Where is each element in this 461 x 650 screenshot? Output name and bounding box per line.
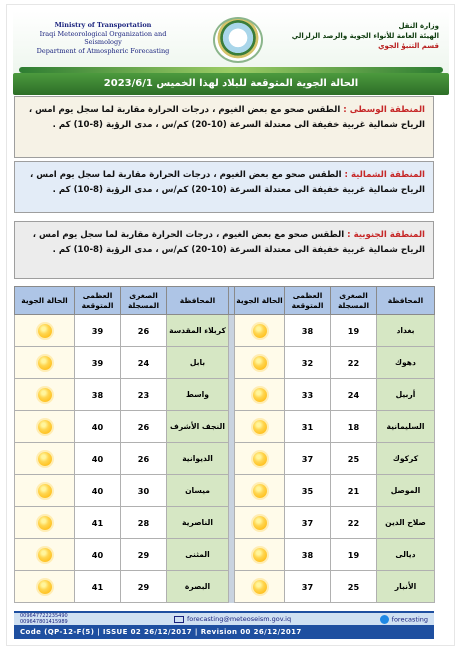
region-name: المنطقة الجنوبية :	[347, 230, 425, 240]
province-name: صلاح الدين	[377, 507, 435, 539]
min-temp: 26	[121, 443, 167, 475]
table-row	[15, 571, 435, 603]
region-central	[14, 96, 434, 158]
min-temp: 18	[331, 411, 377, 443]
table-separator	[229, 315, 235, 347]
header-min: الصغرى المسجلة	[331, 287, 377, 315]
province-name: كركوك	[377, 443, 435, 475]
province-name: الأنبار	[377, 571, 435, 603]
table-separator	[229, 571, 235, 603]
footer-contacts	[14, 611, 434, 625]
province-name: الناصرية	[167, 507, 229, 539]
condition-cell	[15, 379, 75, 411]
condition-cell	[235, 411, 285, 443]
condition-cell	[15, 571, 75, 603]
min-temp: 19	[331, 539, 377, 571]
max-temp: 40	[75, 411, 121, 443]
table-row	[15, 315, 435, 347]
condition-cell	[235, 475, 285, 507]
max-temp: 38	[285, 539, 331, 571]
footer-code-line: Code (QP-12-F(5) | ISSUE 02 26/12/2017 | Revision 00 26/12/2017	[14, 625, 434, 639]
sun-icon	[253, 420, 267, 434]
max-temp: 37	[285, 507, 331, 539]
max-temp: 32	[285, 347, 331, 379]
sun-icon	[38, 484, 52, 498]
table-separator	[229, 411, 235, 443]
sun-icon	[253, 516, 267, 530]
table-separator	[229, 347, 235, 379]
sun-icon	[253, 452, 267, 466]
sun-icon	[253, 484, 267, 498]
skype-icon	[380, 615, 389, 624]
min-temp: 24	[121, 347, 167, 379]
sun-icon	[38, 388, 52, 402]
condition-cell	[15, 347, 75, 379]
table-row	[15, 347, 435, 379]
province-name: النجف الأشرف	[167, 411, 229, 443]
condition-cell	[15, 315, 75, 347]
province-name: واسط	[167, 379, 229, 411]
bulletin-header	[13, 11, 449, 73]
max-temp: 38	[285, 315, 331, 347]
max-temp: 33	[285, 379, 331, 411]
min-temp: 29	[121, 539, 167, 571]
email-address[interactable]: forecasting@meteoseism.gov.iq	[187, 615, 292, 623]
max-temp: 41	[75, 571, 121, 603]
header-max: العظمى المتوقعة	[285, 287, 331, 315]
header-min: الصغرى المسجلة	[121, 287, 167, 315]
sun-icon	[253, 356, 267, 370]
header-province: المحافظة	[377, 287, 435, 315]
province-name: البصرة	[167, 571, 229, 603]
table-header-row	[15, 287, 435, 315]
table-row	[15, 379, 435, 411]
region-text: الطقس صحو مع بعض الغيوم ، درجات الحرارة مقاربة لما سجل يوم امس ، الرياح شمالية غربية خفيفة الى معتدلة السرعة (10-20) كم/س ، مدى الرؤية (8-10) كم .	[30, 170, 425, 195]
max-temp: 39	[75, 315, 121, 347]
min-temp: 28	[121, 507, 167, 539]
header-province: المحافظة	[167, 287, 229, 315]
header-max: العظمى المتوقعة	[75, 287, 121, 315]
table-row	[15, 507, 435, 539]
province-name: كربلاء المقدسة	[167, 315, 229, 347]
province-name: دهوك	[377, 347, 435, 379]
skype-handle[interactable]: forecasting	[391, 615, 428, 624]
table-separator	[229, 475, 235, 507]
sun-icon	[38, 580, 52, 594]
sun-icon	[38, 548, 52, 562]
sun-icon	[253, 548, 267, 562]
header-arabic	[289, 21, 439, 51]
province-name: ديالى	[377, 539, 435, 571]
region-text: الطقس صحو مع بعض الغيوم ، درجات الحرارة مقاربة لما سجل يوم امس ، الرياح شمالية غربية خفيفة الى معتدلة السرعة (10-20) كم/س ، مدى الرؤية (8-10) كم .	[28, 105, 425, 130]
phone-number: 009647801415989	[20, 618, 68, 625]
region-name: المنطقة الوسطى :	[343, 105, 425, 115]
region-south	[14, 221, 434, 279]
sun-icon	[253, 388, 267, 402]
footer-phones	[20, 614, 68, 625]
title-band	[13, 73, 449, 95]
condition-cell	[15, 507, 75, 539]
province-name: السليمانية	[377, 411, 435, 443]
province-name: أربيل	[377, 379, 435, 411]
condition-cell	[235, 347, 285, 379]
sun-icon	[38, 516, 52, 530]
sun-icon	[38, 420, 52, 434]
table-separator	[229, 287, 235, 315]
sun-icon	[253, 324, 267, 338]
min-temp: 26	[121, 411, 167, 443]
min-temp: 22	[331, 347, 377, 379]
condition-cell	[235, 571, 285, 603]
min-temp: 24	[331, 379, 377, 411]
province-name: بابل	[167, 347, 229, 379]
forecast-table	[14, 286, 435, 603]
max-temp: 37	[285, 443, 331, 475]
phone-number: 009647722235490	[20, 613, 68, 619]
min-temp: 19	[331, 315, 377, 347]
max-temp: 35	[285, 475, 331, 507]
department-name-ar: قسم التنبؤ الجوي	[378, 42, 439, 50]
table-row	[15, 475, 435, 507]
table-row	[15, 443, 435, 475]
min-temp: 23	[121, 379, 167, 411]
header-condition: الحالة الجوية	[15, 287, 75, 315]
organization-name-ar: الهيئة العامة للأنواء الجوية والرصد الزلزالي	[291, 32, 439, 40]
province-name: الموصل	[377, 475, 435, 507]
region-north	[14, 161, 434, 213]
min-temp: 29	[121, 571, 167, 603]
table-row	[15, 539, 435, 571]
condition-cell	[15, 411, 75, 443]
condition-cell	[15, 475, 75, 507]
max-temp: 37	[285, 571, 331, 603]
organization-name-en: Iraqi Meteorological Organization and Seismology	[39, 29, 167, 46]
footer-skype[interactable]	[380, 615, 428, 624]
max-temp: 40	[75, 475, 121, 507]
region-text: الطقس صحو مع بعض الغيوم ، درجات الحرارة مقاربة لما سجل يوم امس ، الرياح شمالية غربية خفيفة الى معتدلة السرعة (10-20) كم/س ، مدى الرؤية (8-10) كم .	[32, 230, 425, 255]
min-temp: 25	[331, 571, 377, 603]
condition-cell	[15, 539, 75, 571]
email-icon	[174, 616, 184, 623]
condition-cell	[235, 507, 285, 539]
table-row	[15, 411, 435, 443]
table-separator	[229, 539, 235, 571]
province-name: بغداد	[377, 315, 435, 347]
condition-cell	[235, 539, 285, 571]
bulletin-title: الحالة الجوية المتوقعة للبلاد لهذا الخميس 2023/6/1	[103, 78, 359, 89]
condition-cell	[15, 443, 75, 475]
table-separator	[229, 379, 235, 411]
ministry-name-en: Ministry of Transportation	[54, 21, 152, 29]
bulletin-footer	[14, 611, 434, 641]
min-temp: 26	[121, 315, 167, 347]
min-temp: 21	[331, 475, 377, 507]
sun-icon	[38, 452, 52, 466]
max-temp: 40	[75, 443, 121, 475]
sun-icon	[38, 356, 52, 370]
province-name: الديوانية	[167, 443, 229, 475]
condition-cell	[235, 443, 285, 475]
max-temp: 40	[75, 539, 121, 571]
max-temp: 38	[75, 379, 121, 411]
header-english	[23, 21, 183, 55]
sun-icon	[253, 580, 267, 594]
ministry-name-ar: وزارة النقل	[398, 22, 439, 30]
province-name: ميسان	[167, 475, 229, 507]
footer-email[interactable]	[174, 615, 291, 623]
min-temp: 22	[331, 507, 377, 539]
max-temp: 31	[285, 411, 331, 443]
sun-icon	[38, 324, 52, 338]
max-temp: 39	[75, 347, 121, 379]
condition-cell	[235, 379, 285, 411]
min-temp: 25	[331, 443, 377, 475]
province-name: المثنى	[167, 539, 229, 571]
header-condition: الحالة الجوية	[235, 287, 285, 315]
region-name: المنطقة الشمالية :	[344, 170, 425, 180]
table-separator	[229, 443, 235, 475]
organization-logo	[213, 17, 263, 63]
table-separator	[229, 507, 235, 539]
department-name-en: Department of Atmospheric Forecasting	[36, 46, 170, 55]
condition-cell	[235, 315, 285, 347]
max-temp: 41	[75, 507, 121, 539]
min-temp: 30	[121, 475, 167, 507]
